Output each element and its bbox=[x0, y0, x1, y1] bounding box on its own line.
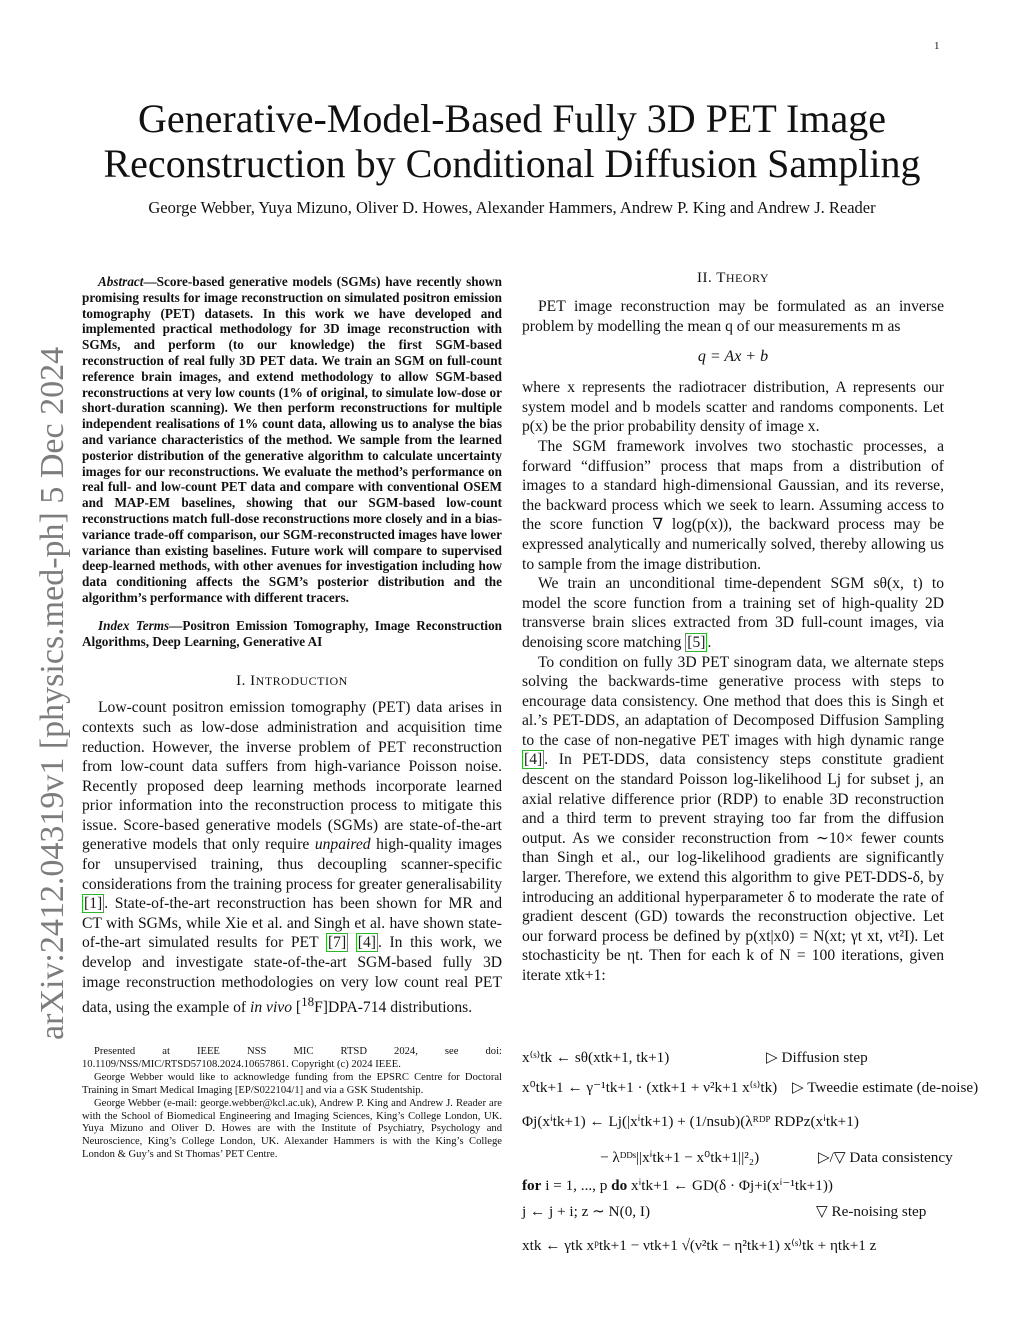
citation-link-4b[interactable]: [4] bbox=[524, 751, 543, 769]
algorithm-comment: ▽ Re-noising step bbox=[816, 1203, 927, 1220]
algorithm-expression: j ← j + i; z ∼ N(0, I) bbox=[522, 1203, 651, 1220]
algorithm-expression: − λᴰᴰˢ||xⁱtk+1 − x⁰tk+1||²₂) bbox=[600, 1149, 760, 1166]
algorithm-comment: ▷ Tweedie estimate (de-noise) bbox=[792, 1079, 979, 1096]
theory-paragraph-1: PET image reconstruction may be formulated as an inverse problem by modelling the mean q of our measurements m as bbox=[522, 298, 944, 335]
algorithm-expression: for i = 1, ..., p do xⁱtk+1 ← GD(δ · Φj+i(xⁱ⁻¹tk+1)) bbox=[522, 1177, 833, 1194]
algorithm-expression: x⁰tk+1 ← γ⁻¹tk+1 · (xtk+1 + ν²k+1 x⁽ˢ⁾tk) bbox=[522, 1079, 778, 1096]
footnote-affiliations: George Webber (e-mail: george.webber@kcl.ac.uk), Andrew P. King and Andrew J. Reader are with the School of Biomedical Engineering and Imaging Sciences, King’s College London, UK. Yuya Mizuno and Oliver D. Howes are with the Institute of Psychiatry, Psychology and Neuroscience, King’s College London, UK. Alexander Hammers is with the King’s College London & Guy’s and St Thomas’ PET Centre. bbox=[82, 1097, 502, 1161]
left-column bbox=[82, 274, 502, 1162]
author-list: George Webber, Yuya Mizuno, Oliver D. Howes, Alexander Hammers, Andrew P. King and Andrew J. Reader bbox=[148, 198, 876, 217]
title-line-1: Generative-Model-Based Fully 3D PET Image bbox=[138, 96, 886, 141]
abstract bbox=[82, 274, 502, 606]
citation-link-4[interactable]: [4] bbox=[357, 934, 376, 952]
citation-link-5[interactable]: [5] bbox=[687, 633, 706, 651]
footnote-presented: Presented at IEEE NSS MIC RTSD 2024, see doi: 10.1109/NSS/MIC/RTSD57108.2024.10657861. Copyright (c) 2024 IEEE. bbox=[82, 1046, 502, 1070]
theory-paragraph-3: The SGM framework involves two stochastic processes, a forward “diffusion” process that maps from a distribution of images to a standard high-dimensional Gaussian, and its reverse, the backward process which we seek to learn. Assuming access to the score function ∇ log(p(x)), the backward process may be expressed analytically and numerically solved, thereby allowing us to sample from the image distribution. bbox=[522, 437, 944, 573]
paper-title bbox=[70, 96, 954, 186]
arxiv-identifier-stamp: arXiv:2412.04319v1 [physics.med-ph] 5 Dec 2024 bbox=[34, 346, 71, 1040]
introduction-paragraph: Low-count positron emission tomography (PET) data arises in contexts such as low-dose administration and acquisition time reduction. However, the inverse problem of PET reconstruction from low-count data suffers from high-variance Poisson noise. Recently proposed deep learning methods incorporate learned prior information into the reconstruction process to mitigate this issue. Score-based generative models (SGMs) are state-of-the-art generative models that only require unpaired high-quality images for unsupervised training, thus decoupling scanner-specific considerations from the training process for greater generalisability [1] . State-of-the-art reconstruction has been shown for MR and CT with SGMs, while Xie et al. and Singh et al. have shown state-of-the-art simulated results for PET [7] [4] . In this work, we develop and investigate state-of-the-art SGM-based fully 3D image reconstruction methodologies on very low count real PET data, using the example of in vivo [$^{18}$F]DPA-714 distributions. bbox=[82, 699, 502, 1017]
section-heading-theory: II. THEORY bbox=[696, 270, 770, 286]
theory-paragraph-5: To condition on fully 3D PET sinogram data, we alternate steps solving the backwards-time generative process with steps to encourage data consistency. One method that does this is Singh et al.’s PET-DDS, an adaptation of Decomposed Diffusion Sampling to the case of non-negative PET images with high dynamic range [4] . In PET-DDS, data consistency steps constitute gradient descent on the standard Poisson log-likelihood Lj for subset j, an axial relative difference prior (RDP) to enable 3D reconstruction and a third term to prevent straying too far from the diffusion output. As we consider reconstruction from ∼10× fewer counts than Singh et al., our log-likelihood gradients are significantly larger. Therefore, we extend this algorithm to give PET-DDS-δ, by introducing an additional hyperparameter δ to moderate the rate of gradient descent (GD) towards the reconstruction objective. Let our forward process be defined by p(xt|x0) = N(xt; γt xt, νt²I). Let stochasticity be ηt. Then for each k of N = 100 iterations, given iterate xtk+1: bbox=[522, 653, 944, 984]
index-terms-label: Index Terms bbox=[98, 617, 170, 633]
index-terms bbox=[82, 618, 502, 650]
algorithm-expression: xtk ← γtk xᵖtk+1 − νtk+1 √(ν²tk − η²tk+1) x⁽ˢ⁾tk + ηtk+1 z bbox=[522, 1237, 877, 1254]
equation-forward-model: q = Ax + b bbox=[697, 348, 769, 366]
citation-link-7[interactable]: [7] bbox=[327, 934, 347, 952]
section-heading-introduction: I. INTRODUCTION bbox=[236, 673, 348, 690]
algorithm-comment: ▷/▽ Data consistency bbox=[818, 1149, 953, 1166]
abstract-label: Abstract bbox=[98, 274, 144, 289]
citation-link-1[interactable]: [1] bbox=[84, 895, 103, 913]
algorithm-comment: ▷ Diffusion step bbox=[766, 1049, 868, 1066]
theory-paragraph-2: where x represents the radiotracer distribution, A represents our system model and b models scatter and randoms components. Let p(x) be the prior probability density of image x. bbox=[522, 379, 944, 436]
algorithm-expression: x⁽ˢ⁾tk ← sθ(xtk+1, tk+1) bbox=[522, 1049, 670, 1066]
theory-paragraph-4: We train an unconditional time-dependent SGM sθ(x, t) to model the score function from a training set of high-quality 2D transverse brain slices extracted from 3D full-count images, via denoising score matching [5] . bbox=[522, 575, 944, 651]
page-number: 1 bbox=[934, 40, 940, 52]
index-terms-text: —Positron Emission Tomography, Image Reconstruction Algorithms, Deep Learning, Generative AI bbox=[82, 617, 502, 649]
footnote-funding: George Webber would like to acknowledge funding from the EPSRC Centre for Doctoral Training in Smart Medical Imaging [EP/S022104/1] and via a GSK Studentship. bbox=[82, 1071, 502, 1096]
abstract-text: —Score-based generative models (SGMs) have recently shown promising results for image reconstruction on simulated positron emission tomography (PET) datasets. In this work we have developed and implemented practical methodology for 3D image reconstruction with SGMs, and perform (to our knowledge) the first SGM-based reconstruction of real fully 3D PET data. We train an SGM on full-count reference brain images, and extend methodology to allow SGM-based reconstructions at very low counts (1% of original, to simulate low-dose or short-duration scanning). We then perform reconstructions for multiple independent realisations of 1% count data, allowing us to analyse the bias and variance characteristics of the method. We sample from the learned posterior distribution of the generative algorithm to calculate uncertainty images for our reconstructions. We evaluate the method’s performance on real full- and low-count PET data and compare with conventional OSEM and MAP-EM baselines, showing that our SGM-based low-count reconstructions match full-dose reconstructions more closely and in a bias-variance trade-off comparison, our SGM-reconstructed images have lower variance than existing baselines. Future work will compare to supervised deep-learned methods, with other avenues for investigation including how data conditioning affects the SGM’s posterior distribution and the algorithm’s performance with different tracers. bbox=[82, 274, 502, 605]
title-line-2: Reconstruction by Conditional Diffusion Sampling bbox=[103, 141, 921, 186]
algorithm-expression: Φj(xⁱtk+1) ← Lj(|xⁱtk+1) + (1/nsub)(λᴿᴰᴾ RDPz(xⁱtk+1) bbox=[522, 1113, 859, 1130]
right-column bbox=[522, 270, 944, 986]
